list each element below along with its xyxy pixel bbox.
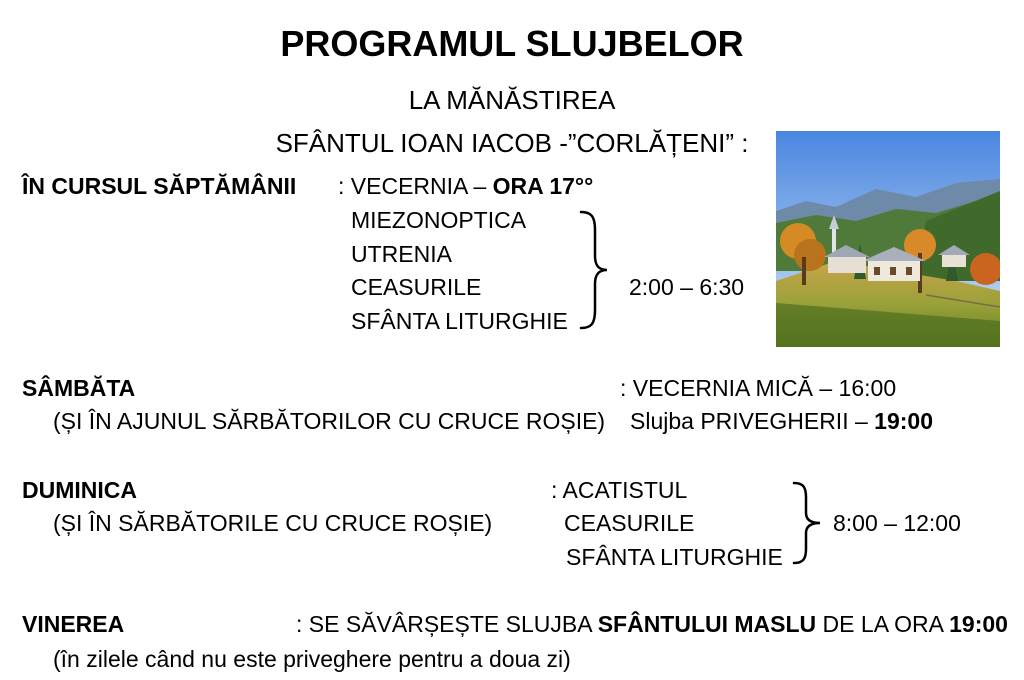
- weekdays-vespers: [338, 172, 593, 200]
- weekdays-vespers-time: ORA 17°°: [492, 173, 594, 199]
- weekdays-label: ÎN CURSUL SĂPTĂMÂNII: [22, 173, 297, 199]
- sunday-time: 8:00 – 12:00: [833, 510, 961, 536]
- sunday-service-3: SFÂNTA LITURGHIE: [566, 544, 783, 570]
- subtitle-line-2: SFÂNTUL IOAN IACOB -”CORLĂȚENI” :: [275, 128, 749, 158]
- weekdays-service-2: UTRENIA: [351, 241, 452, 267]
- page-title: PROGRAMUL SLUJBELOR: [280, 23, 744, 64]
- friday-label: VINEREA: [22, 611, 125, 637]
- saturday-note: (ȘI ÎN AJUNUL SĂRBĂTORILOR CU CRUCE ROȘIE): [53, 408, 606, 434]
- weekdays-brace-icon: [575, 208, 615, 332]
- weekdays-vespers-prefix: : VECERNIA –: [338, 173, 493, 199]
- subtitle-line-1: LA MĂNĂSTIREA: [408, 85, 616, 115]
- sunday-note: (ȘI ÎN SĂRBĂTORILE CU CRUCE ROȘIE): [53, 510, 493, 536]
- friday-text-time: 19:00: [949, 611, 1008, 637]
- friday-text-middle: DE LA ORA: [816, 611, 950, 637]
- sunday-service-2: CEASURILE: [564, 510, 695, 536]
- friday-text: [296, 610, 1008, 638]
- weekdays-services-time: 2:00 – 6:30: [629, 274, 745, 300]
- saturday-vespers: : VECERNIA MICĂ – 16:00: [620, 375, 897, 401]
- friday-text-prefix: : SE SĂVÂRȘEȘTE SLUJBA: [296, 611, 598, 637]
- friday-note: (în zilele când nu este priveghere pentru a doua zi): [53, 646, 571, 672]
- weekdays-service-4: SFÂNTA LITURGHIE: [351, 308, 568, 334]
- sunday-brace-icon: [790, 479, 830, 567]
- weekdays-service-1: MIEZONOPTICA: [351, 207, 527, 233]
- sunday-service-1: : ACATISTUL: [551, 477, 688, 503]
- saturday-vigil-prefix: Slujba PRIVEGHERII –: [630, 408, 875, 434]
- saturday-label: SÂMBĂTA: [22, 375, 136, 401]
- weekdays-service-3: CEASURILE: [351, 274, 482, 300]
- saturday-vigil-time: 19:00: [874, 408, 933, 434]
- monastery-landscape-image: [776, 131, 1000, 347]
- sunday-label: DUMINICA: [22, 477, 137, 503]
- friday-text-bold: SFÂNTULUI MASLU: [597, 611, 817, 637]
- saturday-vigil: [630, 407, 933, 435]
